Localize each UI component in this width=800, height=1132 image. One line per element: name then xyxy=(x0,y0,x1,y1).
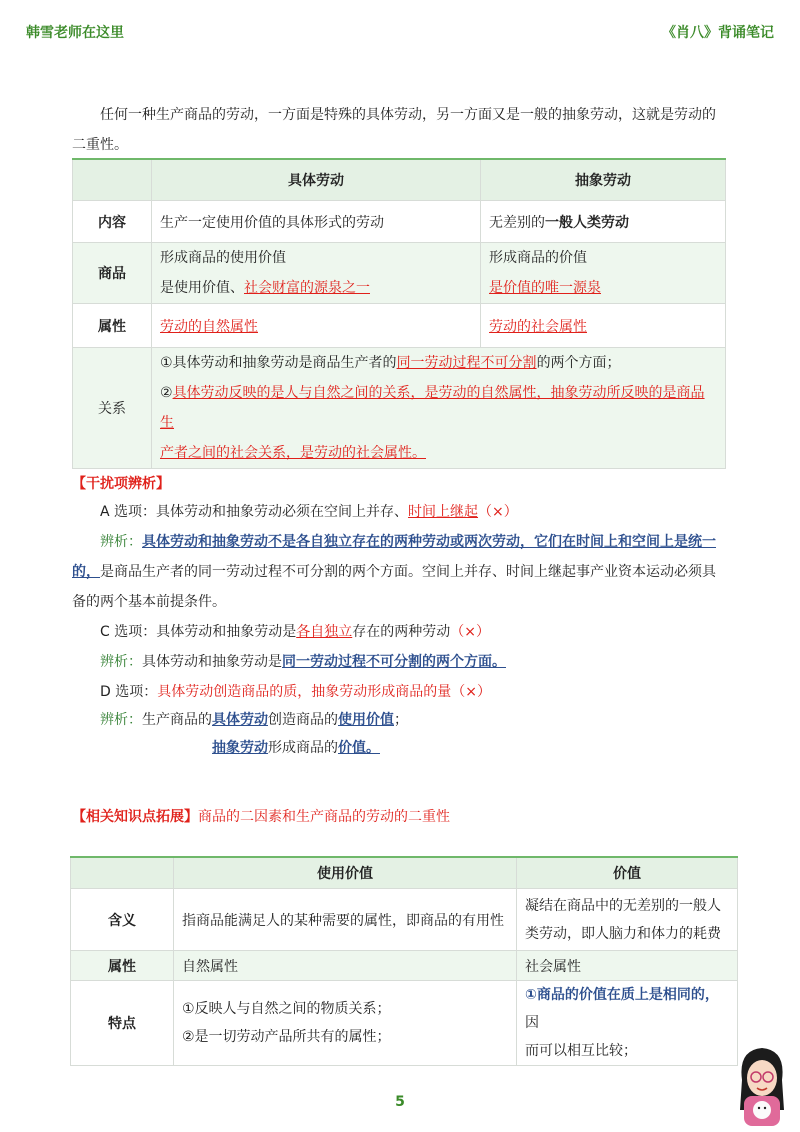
commodity-abstract: 形成商品的价值 是价值的唯一源泉 xyxy=(481,243,726,304)
t2-label-attribute: 属性 xyxy=(71,951,174,981)
header-author: 韩雪老师在这里 xyxy=(26,25,124,41)
option-d-analysis-2: 抽象劳动形成商品的价值。 xyxy=(212,740,380,756)
t2-label-meaning: 含义 xyxy=(71,889,174,951)
teacher-avatar xyxy=(732,1040,792,1126)
row-label-commodity: 商品 xyxy=(73,243,152,304)
attribute-concrete: 劳动的自然属性 xyxy=(152,304,481,348)
option-a-analysis-2: 的，是商品生产者的同一劳动过程不可分割的两个方面。空间上并存、时间上继起事产业资本运动必须具 xyxy=(72,564,716,580)
content-abstract: 无差别的一般人类劳动 xyxy=(481,201,726,243)
row-label-relation: 关系 xyxy=(73,348,152,469)
table1-header-concrete: 具体劳动 xyxy=(152,159,481,201)
row-label-content: 内容 xyxy=(73,201,152,243)
table1-corner xyxy=(73,159,152,201)
row-label-attribute: 属性 xyxy=(73,304,152,348)
section-distractor-title: 【干扰项辨析】 xyxy=(72,476,170,492)
table2-header-value: 价值 xyxy=(517,857,738,889)
option-a-analysis: 辨析：具体劳动和抽象劳动不是各自独立存在的两种劳动或两次劳动，它们在时间上和空间上是统一 xyxy=(100,534,716,550)
meaning-use-value: 指商品能满足人的某种需要的属性，即商品的有用性 xyxy=(174,889,517,951)
option-c-analysis: 辨析：具体劳动和抽象劳动是同一劳动过程不可分割的两个方面。 xyxy=(100,654,506,670)
content-concrete: 生产一定使用价值的具体形式的劳动 xyxy=(152,201,481,243)
feature-use-value: ①反映人与自然之间的物质关系； ②是一切劳动产品所共有的属性； xyxy=(174,981,517,1066)
table2-corner xyxy=(71,857,174,889)
attribute-value: 社会属性 xyxy=(517,951,738,981)
option-d-analysis: 辨析：生产商品的具体劳动创造商品的使用价值； xyxy=(100,712,408,728)
t2-label-feature: 特点 xyxy=(71,981,174,1066)
page-number: 5 xyxy=(395,1094,405,1110)
option-d: D 选项：具体劳动创造商品的质，抽象劳动形成商品的量（×） xyxy=(100,684,491,700)
attribute-use-value: 自然属性 xyxy=(174,951,517,981)
attribute-abstract: 劳动的社会属性 xyxy=(481,304,726,348)
feature-value: ①商品的价值在质上是相同的，因 而可以相互比较； xyxy=(517,981,738,1066)
table1-header-abstract: 抽象劳动 xyxy=(481,159,726,201)
commodity-concrete: 形成商品的使用价值 是使用价值、社会财富的源泉之一 xyxy=(152,243,481,304)
option-c: C 选项：具体劳动和抽象劳动是各自独立存在的两种劳动（×） xyxy=(100,624,490,640)
meaning-value: 凝结在商品中的无差别的一般人 类劳动，即人脑力和体力的耗费 xyxy=(517,889,738,951)
table2-header-use-value: 使用价值 xyxy=(174,857,517,889)
option-a: A 选项：具体劳动和抽象劳动必须在空间上并存、时间上继起（×） xyxy=(100,504,518,520)
section-extension-title: 【相关知识点拓展】商品的二因素和生产商品的劳动的二重性 xyxy=(72,809,450,825)
header-title: 《肖八》背诵笔记 xyxy=(662,25,774,41)
intro-paragraph: 任何一种生产商品的劳动，一方面是特殊的具体劳动，另一方面又是一般的抽象劳动，这就是劳动的二重性。 xyxy=(72,107,716,153)
labor-duality-table xyxy=(72,158,726,469)
relation-content: ①具体劳动和抽象劳动是商品生产者的同一劳动过程不可分割的两个方面； ②具体劳动反映的是人与自然之间的关系，是劳动的自然属性，抽象劳动所反映的是商品生 产者之间的社会关系，是劳动的社会属性。 xyxy=(152,348,726,469)
commodity-factors-table xyxy=(70,856,738,1066)
option-a-analysis-3: 备的两个基本前提条件。 xyxy=(72,594,226,610)
